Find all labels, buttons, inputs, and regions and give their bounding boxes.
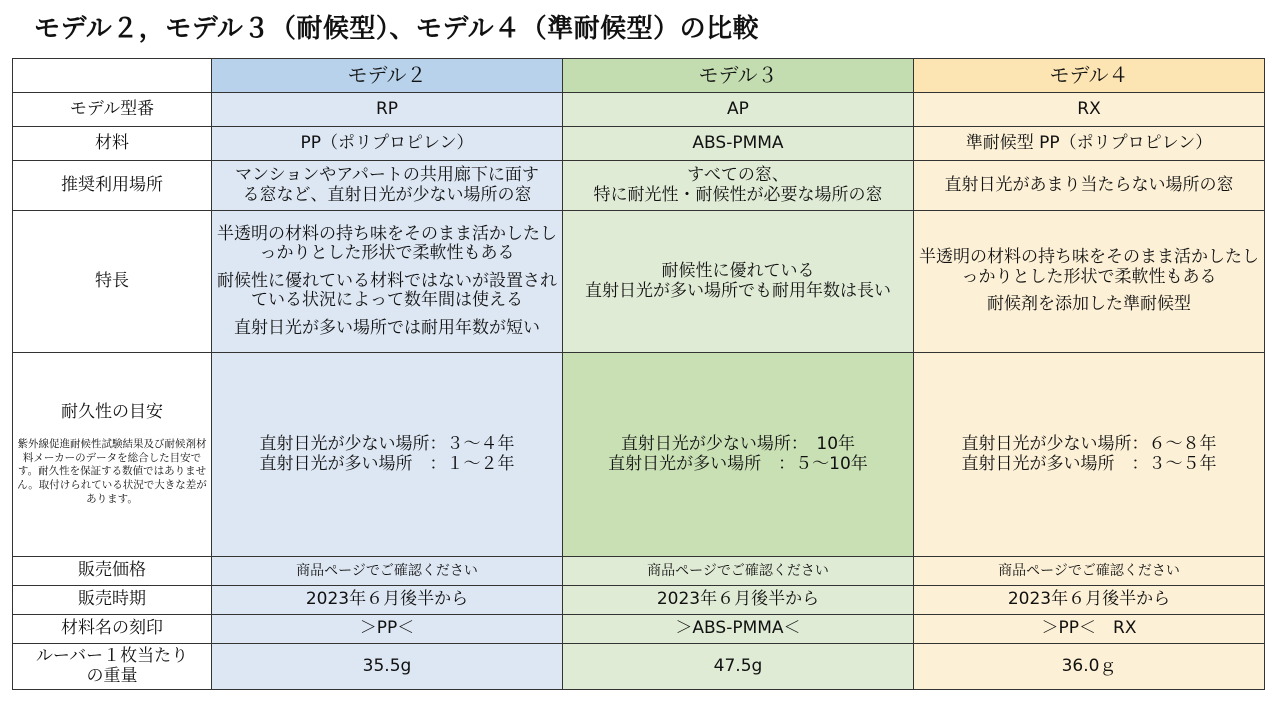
row-label: モデル型番 <box>13 93 212 127</box>
cell-model3: 2023年６月後半から <box>563 586 914 615</box>
row-features <box>13 211 1265 353</box>
cell-model4: 準耐候型 PP（ポリプロピレン） <box>914 127 1265 161</box>
cell-model4: 36.0ｇ <box>914 644 1265 690</box>
column-header-model4: モデル４ <box>914 59 1265 93</box>
cell-model2: 35.5g <box>212 644 563 690</box>
feature-text: 直射日光が多い場所では耐用年数が短い <box>234 317 540 338</box>
cell-model4 <box>914 353 1265 557</box>
cell-model2: RP <box>212 93 563 127</box>
usage-line: 直射日光があまり当たらない場所の窓 <box>944 174 1234 195</box>
cell-model2 <box>212 161 563 211</box>
cell-model4 <box>914 161 1265 211</box>
usage-line: る窓など、直射日光が少ない場所の窓 <box>242 184 532 205</box>
durability-low-sun: 直射日光が少ない場所： 10年 <box>620 433 856 454</box>
cell-model2 <box>212 353 563 557</box>
cell-model3: ＞ABS-PMMA＜ <box>563 615 914 644</box>
cell-model2: 2023年６月後半から <box>212 586 563 615</box>
durability-high-sun: 直射日光が多い場所 ：３～５年 <box>961 453 1217 474</box>
weight-label-line: の重量 <box>86 665 138 686</box>
row-marking <box>13 615 1265 644</box>
cell-model2: PP（ポリプロピレン） <box>212 127 563 161</box>
cell-model4: 商品ページでご確認ください <box>914 557 1265 586</box>
cell-model4: 2023年６月後半から <box>914 586 1265 615</box>
cell-model3: 47.5g <box>563 644 914 690</box>
header-row <box>13 59 1265 93</box>
cell-model4: RX <box>914 93 1265 127</box>
row-usage <box>13 161 1265 211</box>
row-label: 特長 <box>13 211 212 353</box>
page-title: モデル２，モデル３（耐候型）、モデル４（準耐候型）の比較 <box>34 14 760 44</box>
row-durability <box>13 353 1265 557</box>
cell-model3: AP <box>563 93 914 127</box>
durability-note: 紫外線促進耐候性試験結果及び耐候剤材料メーカーのデータを総合した目安です。耐久性を保証する数値ではありません。取付けられている状況で大きな差があります。 <box>17 438 207 505</box>
cell-model2: 商品ページでご確認ください <box>212 557 563 586</box>
row-label: 販売価格 <box>13 557 212 586</box>
feature-text: 直射日光が多い場所でも耐用年数は長い <box>585 280 891 301</box>
feature-text: 耐候性に優れている <box>661 260 815 281</box>
row-label: 推奨利用場所 <box>13 161 212 211</box>
durability-low-sun: 直射日光が少ない場所：６～８年 <box>961 433 1217 454</box>
cell-model3: ABS-PMMA <box>563 127 914 161</box>
cell-model2 <box>212 211 563 353</box>
durability-low-sun: 直射日光が少ない場所：３～４年 <box>259 433 515 454</box>
feature-text: 耐候性に優れている材料ではないが設置されている状況によって数年間は使える <box>217 270 557 311</box>
comparison-table <box>12 58 1265 690</box>
row-label-weight <box>13 644 212 690</box>
cell-model3 <box>563 353 914 557</box>
feature-text: 半透明の材料の持ち味をそのまま活かしたしっかりとした形状で柔軟性もある <box>919 247 1259 287</box>
feature-text: 耐候剤を添加した準耐候型 <box>987 294 1191 315</box>
column-header-model3: モデル３ <box>563 59 914 93</box>
row-label: 材料名の刻印 <box>13 615 212 644</box>
row-model-number <box>13 93 1265 127</box>
cell-model3 <box>563 211 914 353</box>
row-price <box>13 557 1265 586</box>
feature-text: 半透明の材料の持ち味をそのまま活かしたしっかりとした形状で柔軟性もある <box>217 223 557 264</box>
usage-line: 特に耐光性・耐候性が必要な場所の窓 <box>593 184 883 205</box>
row-label: 材料 <box>13 127 212 161</box>
cell-model4 <box>914 211 1265 353</box>
durability-high-sun: 直射日光が多い場所 ：１～２年 <box>259 453 515 474</box>
row-label-durability <box>13 353 212 557</box>
durability-high-sun: 直射日光が多い場所 ：５～10年 <box>608 453 868 474</box>
cell-model3: 商品ページでご確認ください <box>563 557 914 586</box>
header-corner <box>13 59 212 93</box>
weight-label-line: ルーバー１枚当たり <box>35 645 189 666</box>
usage-line: すべての窓、 <box>687 164 789 185</box>
row-material <box>13 127 1265 161</box>
cell-model3 <box>563 161 914 211</box>
durability-label: 耐久性の目安 <box>61 401 163 422</box>
row-label: 販売時期 <box>13 586 212 615</box>
row-release <box>13 586 1265 615</box>
cell-model4: ＞PP＜ RX <box>914 615 1265 644</box>
usage-line: マンションやアパートの共用廊下に面す <box>235 164 539 185</box>
row-weight <box>13 644 1265 690</box>
column-header-model2: モデル２ <box>212 59 563 93</box>
cell-model2: ＞PP＜ <box>212 615 563 644</box>
